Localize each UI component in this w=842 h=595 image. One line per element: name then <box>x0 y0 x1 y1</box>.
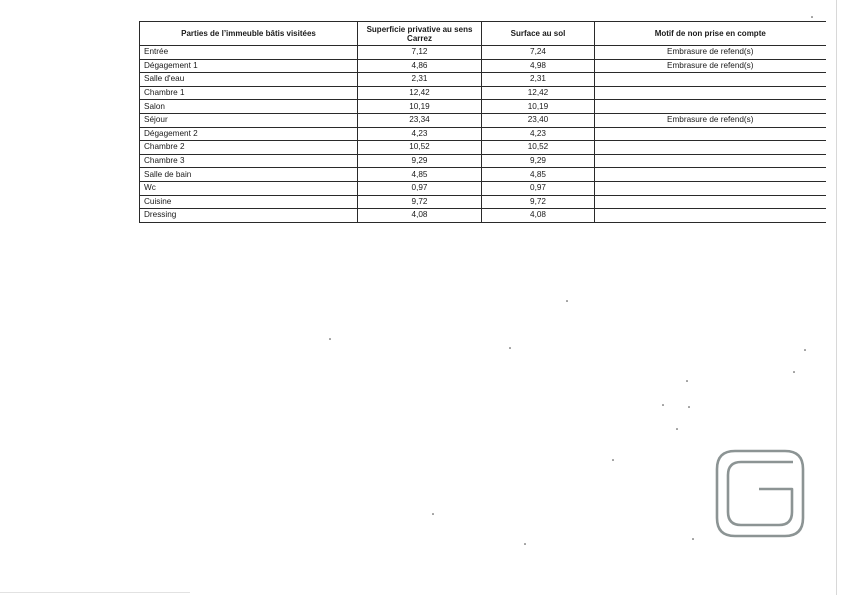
reason-cell <box>595 86 826 100</box>
room-cell: Salon <box>140 100 358 114</box>
reason-cell: Embrasure de refend(s) <box>595 113 826 127</box>
room-cell: Salle d'eau <box>140 73 358 87</box>
reason-cell: Embrasure de refend(s) <box>595 59 826 73</box>
room-cell: Entrée <box>140 46 358 60</box>
table-row <box>140 73 826 87</box>
scan-speck <box>662 404 664 406</box>
reason-cell <box>595 141 826 155</box>
scan-edge-line <box>836 0 837 595</box>
table-body <box>140 46 826 223</box>
surface-table <box>139 21 826 223</box>
carrez-cell: 4,85 <box>358 168 482 182</box>
floor-cell: 4,98 <box>482 59 595 73</box>
reason-cell <box>595 181 826 195</box>
scan-speck <box>686 380 688 382</box>
table-row <box>140 100 826 114</box>
room-cell: Chambre 2 <box>140 141 358 155</box>
room-cell: Séjour <box>140 113 358 127</box>
reason-cell <box>595 73 826 87</box>
carrez-cell: 4,86 <box>358 59 482 73</box>
table-row <box>140 127 826 141</box>
scan-speck <box>432 513 434 515</box>
scan-bottom-line <box>0 592 190 593</box>
room-cell: Cuisine <box>140 195 358 209</box>
reason-cell <box>595 195 826 209</box>
floor-cell: 4,08 <box>482 209 595 223</box>
table-row <box>140 209 826 223</box>
table-row <box>140 181 826 195</box>
table-row <box>140 59 826 73</box>
reason-cell: Embrasure de refend(s) <box>595 46 826 60</box>
carrez-cell: 2,31 <box>358 73 482 87</box>
reason-cell <box>595 209 826 223</box>
floor-cell: 10,19 <box>482 100 595 114</box>
scan-speck <box>329 338 331 340</box>
header-floor: Surface au sol <box>482 22 595 46</box>
table-row <box>140 195 826 209</box>
floor-cell: 23,40 <box>482 113 595 127</box>
reason-cell <box>595 154 826 168</box>
room-cell: Dégagement 1 <box>140 59 358 73</box>
header-row <box>140 22 826 46</box>
reason-cell <box>595 100 826 114</box>
scan-speck <box>804 349 806 351</box>
scan-speck <box>811 16 813 18</box>
carrez-cell: 9,29 <box>358 154 482 168</box>
carrez-cell: 12,42 <box>358 86 482 100</box>
carrez-cell: 7,12 <box>358 46 482 60</box>
carrez-cell: 10,19 <box>358 100 482 114</box>
header-reason: Motif de non prise en compte <box>595 22 826 46</box>
floor-cell: 7,24 <box>482 46 595 60</box>
scan-speck <box>688 406 690 408</box>
floor-cell: 9,29 <box>482 154 595 168</box>
carrez-cell: 10,52 <box>358 141 482 155</box>
scan-speck <box>612 459 614 461</box>
carrez-cell: 9,72 <box>358 195 482 209</box>
room-cell: Dressing <box>140 209 358 223</box>
floor-cell: 4,85 <box>482 168 595 182</box>
scan-speck <box>793 371 795 373</box>
table-row <box>140 46 826 60</box>
scan-speck <box>676 428 678 430</box>
carrez-cell: 23,34 <box>358 113 482 127</box>
header-carrez: Superficie privative au sens Carrez <box>358 22 482 46</box>
scan-speck <box>566 300 568 302</box>
floor-cell: 9,72 <box>482 195 595 209</box>
room-cell: Chambre 3 <box>140 154 358 168</box>
floor-cell: 10,52 <box>482 141 595 155</box>
scan-speck <box>692 538 694 540</box>
reason-cell <box>595 127 826 141</box>
table-header <box>140 22 826 46</box>
header-room: Parties de l’immeuble bâtis visitées <box>140 22 358 46</box>
carrez-cell: 4,23 <box>358 127 482 141</box>
scan-speck <box>509 347 511 349</box>
reason-cell <box>595 168 826 182</box>
room-cell: Salle de bain <box>140 168 358 182</box>
carrez-cell: 0,97 <box>358 181 482 195</box>
floor-cell: 0,97 <box>482 181 595 195</box>
floor-cell: 12,42 <box>482 86 595 100</box>
table-row <box>140 141 826 155</box>
table-row <box>140 154 826 168</box>
room-cell: Dégagement 2 <box>140 127 358 141</box>
stylized-g-logo-icon <box>715 449 805 538</box>
table-row <box>140 168 826 182</box>
floor-cell: 2,31 <box>482 73 595 87</box>
table-row <box>140 86 826 100</box>
room-cell: Wc <box>140 181 358 195</box>
table-row <box>140 113 826 127</box>
carrez-cell: 4,08 <box>358 209 482 223</box>
floor-cell: 4,23 <box>482 127 595 141</box>
scan-speck <box>524 543 526 545</box>
room-cell: Chambre 1 <box>140 86 358 100</box>
